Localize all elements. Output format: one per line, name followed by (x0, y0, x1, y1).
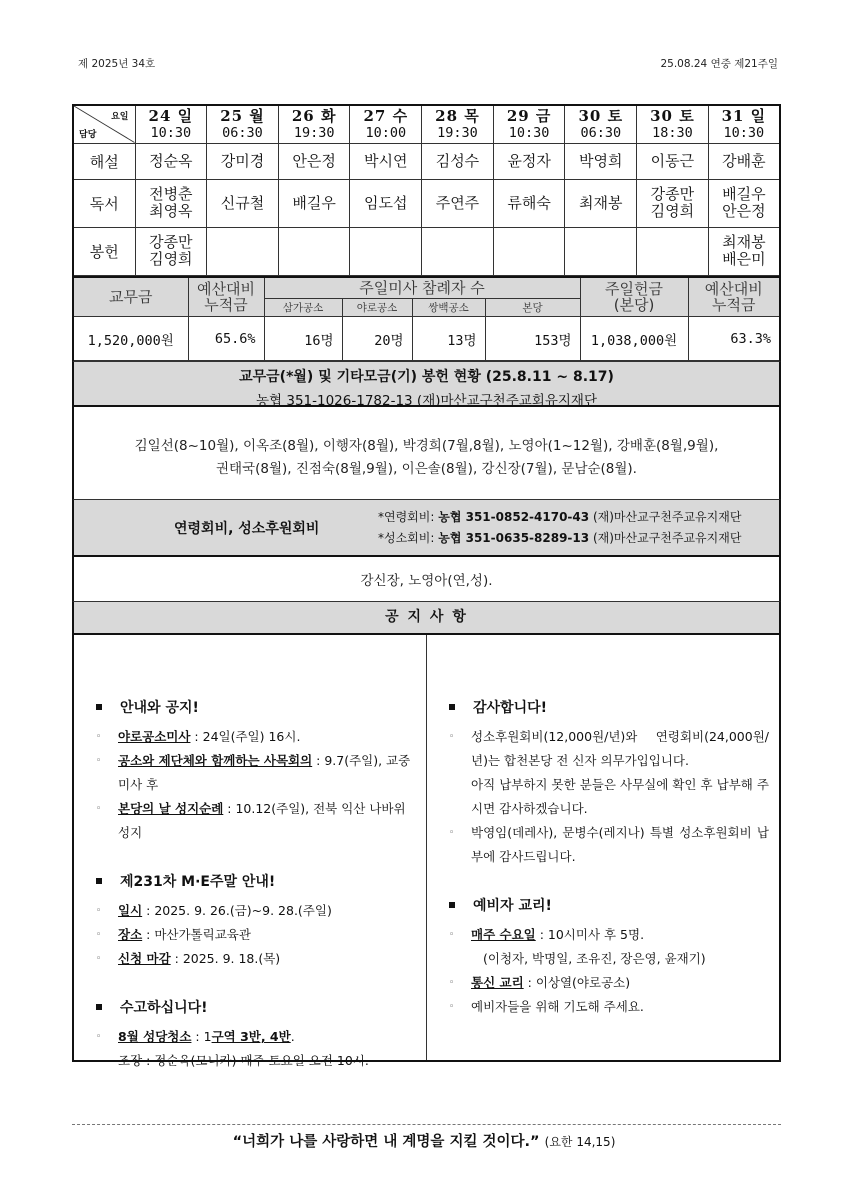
list-item-continuation: 조장 : 정순옥(모니카) 매주 토요일 오전 10시. (118, 1053, 369, 1068)
list-item: ◦ 신청 마감 : 2025. 9. 18.(목) (96, 951, 281, 966)
assignee-cell (207, 227, 279, 275)
assignee-name: 배은미 (722, 250, 766, 268)
assignee-name: 최재봉 (579, 193, 623, 212)
assignee-cell (422, 227, 494, 275)
membership-accounts: *연령회비: 농협 351-0852-4170-43 (재)마산교구천주교유지재단 *성소회비: 농협 351-0635-8289-13 (재)마산교구천주교유지재단 (378, 509, 742, 545)
day-cell: 24 일 10:30 (135, 105, 207, 143)
assignee-cell (207, 143, 279, 179)
assignee-cell (565, 179, 637, 227)
list-item: ◦ 장소 : 마산가톨릭교육관 (96, 927, 251, 942)
issue-date: 25.08.24 연중 제21주일 (660, 58, 778, 70)
day-cell: 30 토 06:30 (565, 105, 637, 143)
list-item: ◦ 공소와 제단체와 함께하는 사목회의 : 9.7(주일), 교중미사 후 (96, 753, 411, 792)
notice-left-column (74, 635, 427, 1068)
attendance-sub-label: 삼가공소 (264, 299, 342, 317)
list-item: ◦ 8월 성당청소 : 1구역 3반, 4반. (96, 1029, 295, 1044)
assignee-cell (350, 143, 422, 179)
list-item: ◦ 예비자들을 위해 기도해 주세요. (449, 999, 644, 1014)
assignee-name: 강종만 (149, 233, 193, 251)
attendance-value: 20명 (342, 317, 412, 361)
assignee-cell (135, 227, 207, 275)
assignee-cell (493, 227, 565, 275)
assignee-name: 류해숙 (507, 193, 551, 212)
day-cell: 28 목 19:30 (422, 105, 494, 143)
assignee-cell (637, 227, 709, 275)
assignee-cell (350, 227, 422, 275)
assignee-cell (350, 179, 422, 227)
day-cell: 26 화 19:30 (278, 105, 350, 143)
list-item-continuation: (이청자, 박명일, 조유진, 장은영, 윤재기) (483, 951, 706, 966)
kyomu-label: 교무금 (73, 277, 188, 317)
assignee-name: 강배훈 (722, 151, 766, 170)
bulletin-frame (72, 104, 781, 1068)
section-heading: 제231차 M·E주말 안내! (96, 871, 416, 891)
notice-title: 공 지 사 항 (72, 601, 781, 635)
attendance-value: 13명 (412, 317, 485, 361)
notice-body (72, 635, 781, 1068)
assignee-name: 주연주 (435, 193, 480, 212)
section-heading: 예비자 교리! (449, 895, 769, 915)
budget-ratio-value: 65.6% (188, 317, 264, 361)
list-item: ◦ 야로공소미사 : 24일(주일) 16시. (96, 729, 301, 744)
day-cell: 25 월 06:30 (207, 105, 279, 143)
assignee-name: 최영옥 (149, 202, 193, 220)
budget-ratio-value-2: 63.3% (688, 317, 780, 361)
list-item: ◦ 성소후원회비(12,000원/년)와 연령회비(24,000원/년)는 합천본당 전 신자 의무가입입니다. 아직 납부하지 못한 분들은 사무실에 확인 후 납부해 주시면 감사하겠습니다. (449, 729, 769, 816)
finance-table (72, 276, 781, 362)
assignee-cell (637, 179, 709, 227)
bullet-square-icon (449, 902, 455, 908)
assignee-cell (493, 179, 565, 227)
assignee-cell (207, 179, 279, 227)
assignee-name: 배길우 (722, 185, 766, 203)
day-cell: 29 금 10:30 (493, 105, 565, 143)
assignee-name: 안은정 (292, 151, 336, 170)
offerings-account: 농협 351-1026-1782-13 (재)마산교구천주교회유지재단 (255, 393, 597, 409)
role-label: 봉헌 (73, 227, 135, 275)
assignee-name: 이동근 (650, 151, 695, 170)
role-label: 독서 (73, 179, 135, 227)
account-number: 농협 351-0852-4170-43 (438, 509, 590, 524)
footer-quote: “너희가 나를 사랑하면 내 계명을 지킬 것이다.” (요한 14,15) (232, 1134, 616, 1150)
membership-names-box (72, 557, 781, 601)
day-cell: 27 수 10:00 (350, 105, 422, 143)
budget-ratio-label: 예산대비 누적금 (188, 277, 264, 317)
budget-ratio-label-2: 예산대비 누적금 (688, 277, 780, 317)
list-item: ◦ 본당의 날 성지순례 : 10.12(주일), 전북 익산 나바위성지 (96, 801, 406, 840)
offerings-names-line: 권태국(8월), 진점숙(8월,9월), 이은솔(8월), 강신장(7월), 문남순(8월). (216, 461, 637, 477)
bullet-square-icon (449, 704, 455, 710)
list-item: ◦ 박영임(데레사), 문병수(레지나) 특별 성소후원회비 납부에 감사드립니다. (449, 825, 769, 864)
assignee-name: 박시연 (364, 151, 408, 170)
corner-day-label: 요일 (111, 112, 129, 122)
schedule-corner-cell (73, 105, 135, 143)
offering-label: 주일헌금 (본당) (580, 277, 688, 317)
membership-names: 강신장, 노영아(연,성). (360, 573, 493, 589)
footer-divider (72, 1124, 781, 1125)
assignee-cell (278, 179, 350, 227)
attendance-sub-label: 야로공소 (342, 299, 412, 317)
assignee-name: 신규철 (220, 193, 265, 212)
assignee-name: 최재봉 (722, 233, 766, 251)
offerings-title: 교무금(*월) 및 기타모금(기) 봉헌 현황 (25.8.11 ~ 8.17) (239, 369, 614, 385)
assignee-cell (278, 227, 350, 275)
attendance-label: 주일미사 참례자 수 (264, 277, 580, 299)
membership-title: 연령회비, 성소후원회비 (174, 520, 320, 537)
list-item: ◦ 통신 교리 : 이상열(야로공소) (449, 975, 631, 990)
section-heading: 안내와 공지! (96, 697, 416, 717)
attendance-sub-label: 본당 (485, 299, 580, 317)
assignee-cell (565, 143, 637, 179)
offerings-names-line: 김일선(8~10월), 이옥조(8월), 이행자(8월), 박경희(7월,8월), 노영아(1~12월), 강배훈(8월,9월), (134, 438, 719, 454)
offerings-header (72, 361, 781, 407)
assignee-cell (135, 179, 207, 227)
assignee-name: 김성수 (435, 151, 480, 170)
assignee-cell (637, 143, 709, 179)
bullet-square-icon (96, 878, 102, 884)
offerings-names-box (72, 407, 781, 499)
assignee-name: 정순옥 (149, 151, 193, 170)
account-number: 농협 351-0635-8289-13 (438, 530, 590, 545)
assignee-cell (708, 227, 780, 275)
role-label: 해설 (73, 143, 135, 179)
bullet-square-icon (96, 704, 102, 710)
list-item: ◦ 매주 수요일 : 10시미사 후 5명. (449, 927, 645, 942)
kyomu-value: 1,520,000원 (73, 317, 188, 361)
attendance-value: 153명 (485, 317, 580, 361)
attendance-sub-label: 쌍백공소 (412, 299, 485, 317)
assignee-cell (278, 143, 350, 179)
assignee-name: 임도섭 (364, 193, 408, 212)
quote-reference: (요한 14,15) (544, 1135, 616, 1149)
assignee-name: 박영희 (579, 151, 623, 170)
assignee-cell (422, 179, 494, 227)
assignee-cell (135, 143, 207, 179)
attendance-value: 16명 (264, 317, 342, 361)
corner-role-label: 담당 (79, 129, 97, 140)
mass-schedule-table (72, 104, 781, 276)
assignee-name: 윤정자 (507, 151, 551, 170)
offering-value: 1,038,000원 (580, 317, 688, 361)
list-item: ◦ 일시 : 2025. 9. 26.(금)~9. 28.(주일) (96, 903, 332, 918)
assignee-name: 전병춘 (149, 185, 193, 203)
assignee-cell (422, 143, 494, 179)
assignee-name: 강종만 (650, 185, 695, 203)
assignee-cell (565, 227, 637, 275)
membership-header (72, 499, 781, 557)
day-cell: 30 토 18:30 (637, 105, 709, 143)
assignee-name: 김영희 (149, 250, 193, 268)
day-cell: 31 일 10:30 (708, 105, 780, 143)
assignee-cell (708, 179, 780, 227)
assignee-name: 배길우 (292, 193, 336, 212)
assignee-cell (708, 143, 780, 179)
bullet-square-icon (96, 1004, 102, 1010)
section-heading: 감사합니다! (449, 697, 769, 717)
assignee-name: 강미경 (220, 151, 265, 170)
assignee-name: 안은정 (722, 202, 766, 220)
issue-number: 제 2025년 34호 (78, 58, 156, 70)
notice-right-column (427, 635, 779, 1060)
section-heading: 수고하십니다! (96, 997, 416, 1017)
assignee-cell (493, 143, 565, 179)
assignee-name: 김영희 (650, 202, 695, 220)
